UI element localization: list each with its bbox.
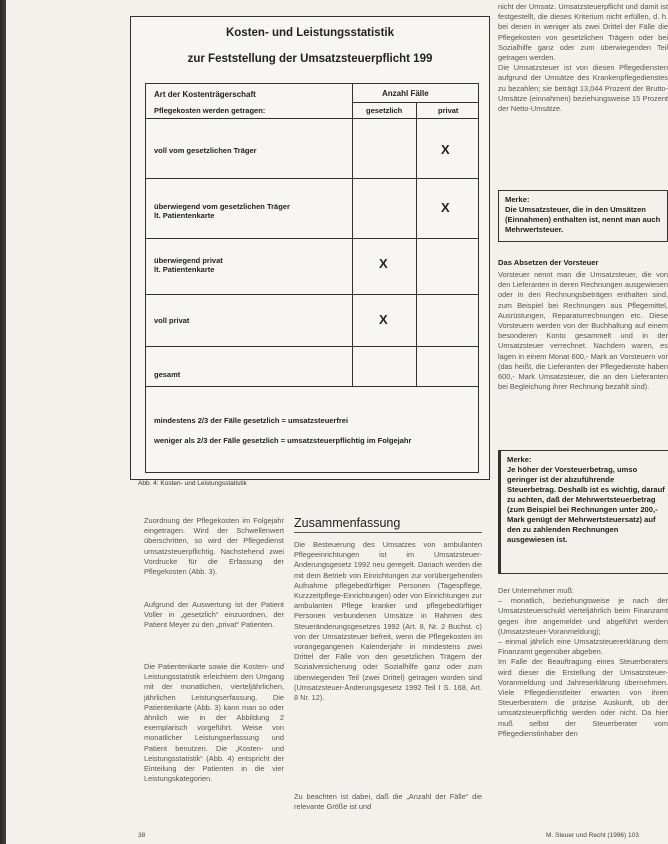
section-heading-input-tax: Das Absetzen der Vorsteuer	[498, 258, 599, 267]
figure-caption: Abb. 4: Kosten- und Leistungsstatistik	[138, 480, 247, 487]
column-header-count: Anzahl Fälle	[382, 89, 429, 98]
section-heading-summary: Zusammenfassung	[294, 516, 401, 530]
right-paragraph-3: Der Unternehmer muß: – monatlich, beziehungsweise je nach der Umsatzsteuerschuld vierteljährlich beim Finanzamt gegen ihre angemeldet und abgeführt werden (Umsatzsteuer-Voranmeldung); – einmal jährlich eine Umsatzsteuererklärung dem Finanzamt gegenüber abgeben. Im Falle der Beauftragung eines Steuerberaters wird dieser die Erstellung der Umsatzsteuer-Voranmeldung und Jahreserklärung übernehmen. Viele Pflegedienstleiter erwarten von ihren Steuerberatern die präzise Auskunft, ob der umsatzsteuerpflichtig werden oder nicht. Da hier muß selbst der Steuerberater vom Pflegedienstinhaber den	[498, 586, 668, 738]
middle-paragraph-1: Die Besteuerung des Umsatzes von ambulanten Pflegeeinrichtungen ist im Umsatzsteuer-Änderungsgesetz 1992 neu geregelt. Danach werden die mit dem Betrieb von Einrichtungen zur vorübergehenden Aufnahme pflegebedürftiger Personen (Tagespflege, Kurzzeitpflege-Einrichtungen) oder von Einrichtungen zur ambulanten Pflege kranker und pflegebedürftiger Personen verbundenen Umsätze in Rahmen des Steueränderungsgesetzes 1992 (Art. 8, Nr. 2 Buchst. c) von der Umsatzsteuer befreit, wenn die Pflegekosten im vorangegangenen Kalenderjahr in mindestens zwei Drittel der Fälle von den gesetzlichen Trägern der Sozialversicherung oder Sozialhilfe ganz oder zum überwiegenden Teil (zwei Drittel) getragen worden sind (Umsatzsteuer-Änderungsgesetz 1992 Teil I S. 168, Art. 8 Nr. 12).	[294, 540, 482, 703]
document-page	[6, 0, 668, 844]
row-mark-fully-statutory: X	[441, 142, 450, 157]
column-header-sub: Pflegekosten werden getragen:	[154, 106, 266, 115]
statistics-table	[145, 83, 479, 473]
row-label-mostly-private: überwiegend privat lt. Patientenkarte	[154, 256, 223, 274]
figure-subtitle: zur Feststellung der Umsatzsteuerpflicht 199	[187, 53, 433, 65]
row-mark-fully-private: X	[379, 312, 388, 327]
subheader-legal: gesetzlich	[366, 106, 403, 115]
row-label-fully-private: voll privat	[154, 316, 190, 325]
right-paragraph-2: Vorsteuer nennt man die Umsatzsteuer, die von den Lieferanten in deren Rechnungen ausgewiesen oder in den Rechnungsbeträgen enthalten sind, zum Beispiel bei Rechnungen aus Pflegemittel, Ausrüstungen, Reparaturrechnungen etc. Diese Vorsteuern werden von der Buchhaltung auf einem besonderen Konto gesammelt und in der Umsatzsteuer verrechnet. Nachdem waren, es lagen in einem Monat 600,- Mark an Vorsteuern vor (das heißt, die Lieferanten der Pflegedienste haben 600,- Mark Umsatzsteuer, die an den Lieferanten bei Begleichung ihrer Rechnung bezahlt sind).	[498, 270, 668, 392]
left-paragraph-2: Aufgrund der Auswertung ist der Patient Voller in „gesetzlich“ einzuordnen, der Patient Meyer zu den „privat“ Patienten.	[144, 600, 284, 630]
page-footer: M. Steuer und Recht (1996) 103	[546, 832, 639, 839]
note-tax-free: mindestens 2/3 der Fälle gesetzlich = umsatzsteuerfrei	[154, 416, 349, 425]
note-box-input-tax	[498, 450, 668, 574]
note-box-text: Je höher der Vorsteuerbetrag, umso geringer ist der abzuführende Steuerbetrag. Deshalb ist es wichtig, darauf zu achten, daß der Mehrwertsteuerbetrag (zum Beispiel bei Rechnungen unter 200,- Mark genügt der Mehrwertsteuersatz) auf den zu zahlenden Rechnungen ausgewiesen ist.	[507, 465, 665, 544]
left-paragraph-1: Zuordnung der Pflegekosten im Folgejahr eingetragen. Wird der Schwellenwert überschritten, so wird der Pflegedienst umsatzsteuerpflichtig. Nachstehend zwei Vordrucke für die Erfassung der Pflegekosten (Abb. 3).	[144, 516, 284, 577]
page-number: 38	[138, 832, 146, 839]
row-label-total: gesamt	[154, 370, 181, 379]
row-mark-mostly-statutory: X	[441, 200, 450, 215]
left-paragraph-3: Die Patientenkarte sowie die Kosten- und Leistungsstatistik erleichtern den Umgang mit der monatlichen, vierteljährlichen, jährlichen Leistungserfassung. Die Patientenkarte (Abb. 3) kann man so oder ähnlich wie in der Abbildung 2 exemplarisch vorgeführt. Weise von monatlicher Leistungserfassung und Patient benutzen. Die „Kosten- und Leistungsstatistik“ (Abb. 4) entspricht der Einteilung der Patienten in die vier Leistungskategorien.	[144, 662, 284, 784]
statistics-figure	[130, 16, 490, 480]
row-label-fully-statutory: voll vom gesetzlichen Träger	[154, 146, 257, 155]
note-box-title: Merke:	[505, 195, 530, 204]
right-paragraph-1: nicht der Umsatz. Umsatzsteuerpflicht und damit ist festgestellt, die dieses Kriterium nicht erfüllen, d. h. bei denen in weniger als zwei Drittel der Fälle die Pflegekosten von gesetzlichen Trägern oder bei Sozialhilfe ganz oder zum überwiegenden Teil getragen werden. Die Umsatzsteuer ist von diesen Pflegediensten aufgrund der Umsätze des Krankenpflegedienstes zu bezahlen; sie beträgt 13,044 Prozent der Brutto-Umsätze (einnahmen) beziehungsweise 15 Prozent der Netto-Umsätze.	[498, 2, 668, 114]
note-box-text: Die Umsatzsteuer, die in den Umsätzen (Einnahmen) enthalten ist, nennt man auch Mehrwertsteuer.	[505, 205, 661, 234]
heading-rule	[294, 532, 482, 533]
middle-paragraph-2: Zu beachten ist dabei, daß die „Anzahl der Fälle“ die relevante Größe ist und	[294, 792, 482, 812]
note-box-title: Merke:	[507, 455, 532, 464]
note-tax-liable: weniger als 2/3 der Fälle gesetzlich = umsatzsteuerpflichtig im Folgejahr	[154, 436, 412, 445]
row-mark-mostly-private: X	[379, 256, 388, 271]
subheader-private: privat	[438, 106, 459, 115]
row-label-mostly-statutory: überwiegend vom gesetzlichen Träger lt. Patientenkarte	[154, 202, 290, 220]
note-box-vat	[498, 190, 668, 242]
figure-title: Kosten- und Leistungsstatistik	[225, 27, 395, 39]
column-header-carrier: Art der Kostenträgerschaft	[154, 90, 256, 99]
